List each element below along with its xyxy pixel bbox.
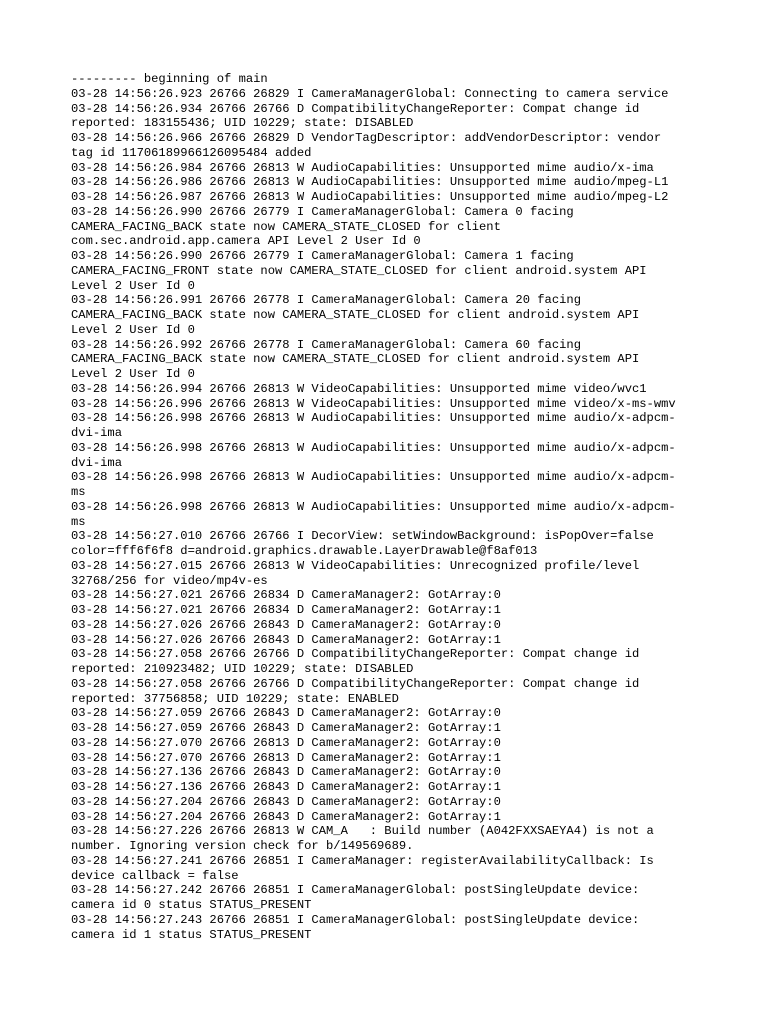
log-line: 03-28 14:56:27.241 26766 26851 I CameraManager: registerAvailabilityCallback: Is [71,853,654,868]
log-line: 03-28 14:56:26.966 26766 26829 D VendorTagDescriptor: addVendorDescriptor: vendor [71,131,662,145]
log-document [71,72,711,942]
log-line: 03-28 14:56:26.998 26766 26813 W AudioCapabilities: Unsupported mime audio/x-adpcm- [71,499,676,514]
log-line: 03-28 14:56:26.990 26766 26779 I CameraManagerGlobal: Camera 0 facing [71,204,574,219]
log-line: camera id 1 status STATUS_PRESENT [71,927,312,942]
log-line: CAMERA_FACING_BACK state now CAMERA_STATE_CLOSED for client [71,219,501,234]
log-line: 03-28 14:56:27.026 26766 26843 D CameraManager2: GotArray:0 [71,617,501,632]
log-line: device callback = false [71,868,239,883]
log-line: 03-28 14:56:27.136 26766 26843 D CameraManager2: GotArray:0 [71,765,501,780]
log-line: 03-28 14:56:27.136 26766 26843 D CameraManager2: GotArray:1 [71,780,501,794]
log-line: 03-28 14:56:27.070 26766 26813 D CameraManager2: GotArray:1 [71,750,501,765]
log-line: 03-28 14:56:26.986 26766 26813 W AudioCapabilities: Unsupported mime audio/mpeg-L1 [71,175,669,190]
log-line: CAMERA_FACING_FRONT state now CAMERA_STATE_CLOSED for client android.system API [71,263,647,278]
log-line: com.sec.android.app.camera API Level 2 User Id 0 [71,234,421,249]
log-line: 03-28 14:56:27.204 26766 26843 D CameraManager2: GotArray:1 [71,809,501,824]
log-line: reported: 37756858; UID 10229; state: ENABLED [71,691,399,706]
log-line: 03-28 14:56:26.984 26766 26813 W AudioCapabilities: Unsupported mime audio/x-ima [71,160,654,175]
log-line: color=fff6f6f8 d=android.graphics.drawable.LayerDrawable@f8af013 [71,544,538,558]
log-line: 03-28 14:56:27.070 26766 26813 D CameraManager2: GotArray:0 [71,735,501,750]
log-line: 03-28 14:56:27.010 26766 26766 I DecorView: setWindowBackground: isPopOver=false [71,529,654,544]
log-line: camera id 0 status STATUS_PRESENT [71,898,312,912]
log-line: dvi-ima [71,426,122,440]
log-line: 03-28 14:56:27.021 26766 26834 D CameraManager2: GotArray:0 [71,588,501,603]
log-line: 03-28 14:56:26.998 26766 26813 W AudioCapabilities: Unsupported mime audio/x-adpcm- [71,440,676,455]
log-line: 03-28 14:56:27.021 26766 26834 D CameraManager2: GotArray:1 [71,603,501,617]
log-line: 03-28 14:56:27.242 26766 26851 I CameraManagerGlobal: postSingleUpdate device: [71,883,640,898]
log-line: 03-28 14:56:26.991 26766 26778 I CameraManagerGlobal: Camera 20 facing [71,293,581,308]
log-line: CAMERA_FACING_BACK state now CAMERA_STATE_CLOSED for client android.system API [71,308,640,322]
log-line: dvi-ima [71,455,122,470]
log-line: 03-28 14:56:27.058 26766 26766 D CompatibilityChangeReporter: Compat change id [71,647,640,662]
log-line: 03-28 14:56:27.243 26766 26851 I CameraManagerGlobal: postSingleUpdate device: [71,912,640,927]
log-line: 03-28 14:56:26.990 26766 26779 I CameraManagerGlobal: Camera 1 facing [71,249,574,263]
log-line: 03-28 14:56:27.226 26766 26813 W CAM_A : Build number (A042FXXSAEYA4) is not a [71,824,654,839]
log-line: number. Ignoring version check for b/149569689. [71,839,414,853]
log-line: 03-28 14:56:26.998 26766 26813 W AudioCapabilities: Unsupported mime audio/x-adpcm- [71,411,676,426]
log-line: reported: 183155436; UID 10229; state: DISABLED [71,116,414,131]
log-line: 03-28 14:56:26.994 26766 26813 W VideoCapabilities: Unsupported mime video/wvc1 [71,381,647,396]
log-line: 03-28 14:56:26.923 26766 26829 I CameraManagerGlobal: Connecting to camera service [71,86,669,101]
log-line: Level 2 User Id 0 [71,322,195,337]
log-header-line: --------- beginning of main [71,72,268,86]
log-line: 03-28 14:56:27.058 26766 26766 D CompatibilityChangeReporter: Compat change id [71,676,640,691]
log-line: ms [71,514,86,529]
log-line: tag id 11706189966126095484 added [71,145,312,160]
log-line: 03-28 14:56:27.026 26766 26843 D CameraManager2: GotArray:1 [71,632,501,647]
log-line: 03-28 14:56:27.059 26766 26843 D CameraManager2: GotArray:1 [71,721,501,735]
log-line: 03-28 14:56:27.059 26766 26843 D CameraManager2: GotArray:0 [71,706,501,721]
log-line: 03-28 14:56:27.204 26766 26843 D CameraManager2: GotArray:0 [71,794,501,809]
log-line: CAMERA_FACING_BACK state now CAMERA_STATE_CLOSED for client android.system API [71,352,640,367]
log-line: Level 2 User Id 0 [71,278,195,293]
log-line: 32768/256 for video/mp4v-es [71,573,268,588]
log-line: Level 2 User Id 0 [71,367,195,381]
log-line: 03-28 14:56:26.934 26766 26766 D CompatibilityChangeReporter: Compat change id [71,101,640,116]
log-line: 03-28 14:56:26.998 26766 26813 W AudioCapabilities: Unsupported mime audio/x-adpcm- [71,470,676,485]
log-line: 03-28 14:56:26.996 26766 26813 W VideoCapabilities: Unsupported mime video/x-ms-wmv [71,396,676,411]
log-line: ms [71,485,86,499]
log-line: 03-28 14:56:27.015 26766 26813 W VideoCapabilities: Unrecognized profile/level [71,558,640,573]
log-line: reported: 210923482; UID 10229; state: DISABLED [71,662,414,676]
log-line: 03-28 14:56:26.992 26766 26778 I CameraManagerGlobal: Camera 60 facing [71,337,581,352]
log-line: 03-28 14:56:26.987 26766 26813 W AudioCapabilities: Unsupported mime audio/mpeg-L2 [71,190,669,204]
